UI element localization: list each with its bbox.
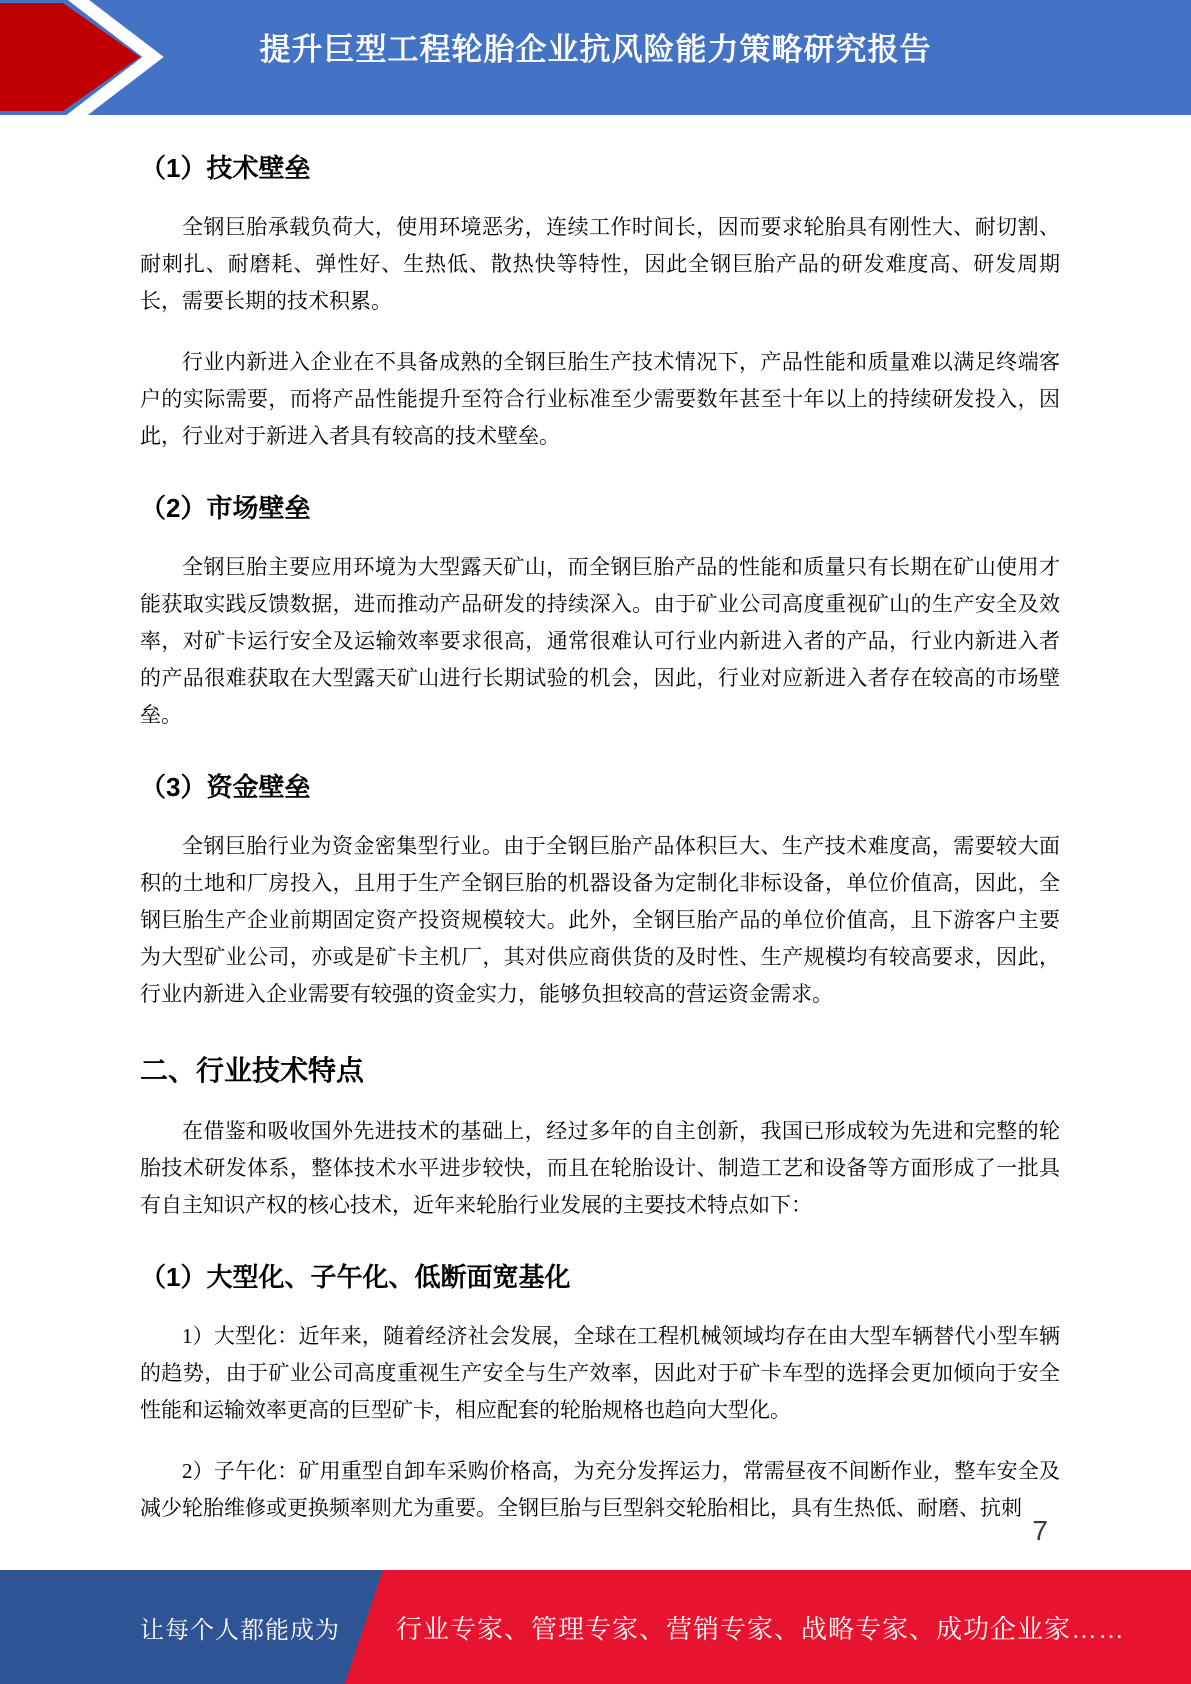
- footer-slogan-left: 让每个人都能成为: [140, 1616, 340, 1644]
- page-number: 7: [1032, 1515, 1048, 1546]
- paragraph: 2）子午化：矿用重型自卸车采购价格高，为充分发挥运力，常需昼夜不间断作业，整车安全及减少轮胎维修或更换频率则尤为重要。全钢巨胎与巨型斜交轮胎相比，具有生热低、耐磨、抗刺: [140, 1459, 1060, 1520]
- header-banner: [0, 0, 1191, 115]
- document-body: [140, 151, 1060, 1527]
- chapter-heading-industry-tech: 二、行业技术特点: [140, 1055, 365, 1086]
- footer-banner: [0, 1570, 1191, 1684]
- section-heading-trends: （1）大型化、子午化、低断面宽基化: [140, 1262, 571, 1292]
- paragraph: 全钢巨胎主要应用环境为大型露天矿山，而全钢巨胎产品的性能和质量只有长期在矿山使用才能获取实践反馈数据，进而推动产品研发的持续深入。由于矿业公司高度重视矿山的生产安全及效率，对矿卡运行安全及运输效率要求很高，通常很难认可行业内新进入者的产品，行业内新进入者的产品很难获取在大型露天矿山进行长期试验的机会，因此，行业对应新进入者存在较高的市场壁垒。: [140, 555, 1060, 727]
- section-heading-market-barrier: （2）市场壁垒: [140, 493, 311, 523]
- paragraph: 全钢巨胎行业为资金密集型行业。由于全钢巨胎产品体积巨大、生产技术难度高，需要较大面积的土地和厂房投入，且用于生产全钢巨胎的机器设备为定制化非标设备，单位价值高，因此，全钢巨胎生产企业前期固定资产投资规模较大。此外，全钢巨胎产品的单位价值高，且下游客户主要为大型矿业公司，亦或是矿卡主机厂，其对供应商供货的及时性、生产规模均有较高要求，因此，行业内新进入企业需要有较强的资金实力，能够负担较高的营运资金需求。: [140, 834, 1060, 1006]
- paragraph: 全钢巨胎承载负荷大，使用环境恶劣，连续工作时间长，因而要求轮胎具有刚性大、耐切割、耐刺扎、耐磨耗、弹性好、生热低、散热快等特性，因此全钢巨胎产品的研发难度高、研发周期长，需要长期的技术积累。: [140, 215, 1060, 313]
- section-heading-tech-barrier: （1）技术壁垒: [140, 153, 311, 183]
- footer-slogan-right: 行业专家、管理专家、营销专家、战略专家、成功企业家……: [396, 1613, 1126, 1644]
- report-title: 提升巨型工程轮胎企业抗风险能力策略研究报告: [259, 32, 932, 67]
- paragraph: 行业内新进入企业在不具备成熟的全钢巨胎生产技术情况下，产品性能和质量难以满足终端客户的实际需要，而将产品性能提升至符合行业标准至少需要数年甚至十年以上的持续研发投入，因此，行业对于新进入者具有较高的技术壁垒。: [140, 350, 1060, 448]
- paragraph: 1）大型化：近年来，随着经济社会发展，全球在工程机械领域均存在由大型车辆替代小型车辆的趋势，由于矿业公司高度重视生产安全与生产效率，因此对于矿卡车型的选择会更加倾向于安全性能和运输效率更高的巨型矿卡，相应配套的轮胎规格也趋向大型化。: [140, 1324, 1060, 1422]
- paragraph: 在借鉴和吸收国外先进技术的基础上，经过多年的自主创新，我国已形成较为先进和完整的轮胎技术研发体系，整体技术水平进步较快，而且在轮胎设计、制造工艺和设备等方面形成了一批具有自主知识产权的核心技术，近年来轮胎行业发展的主要技术特点如下：: [140, 1119, 1060, 1217]
- section-heading-capital-barrier: （3）资金壁垒: [140, 772, 311, 802]
